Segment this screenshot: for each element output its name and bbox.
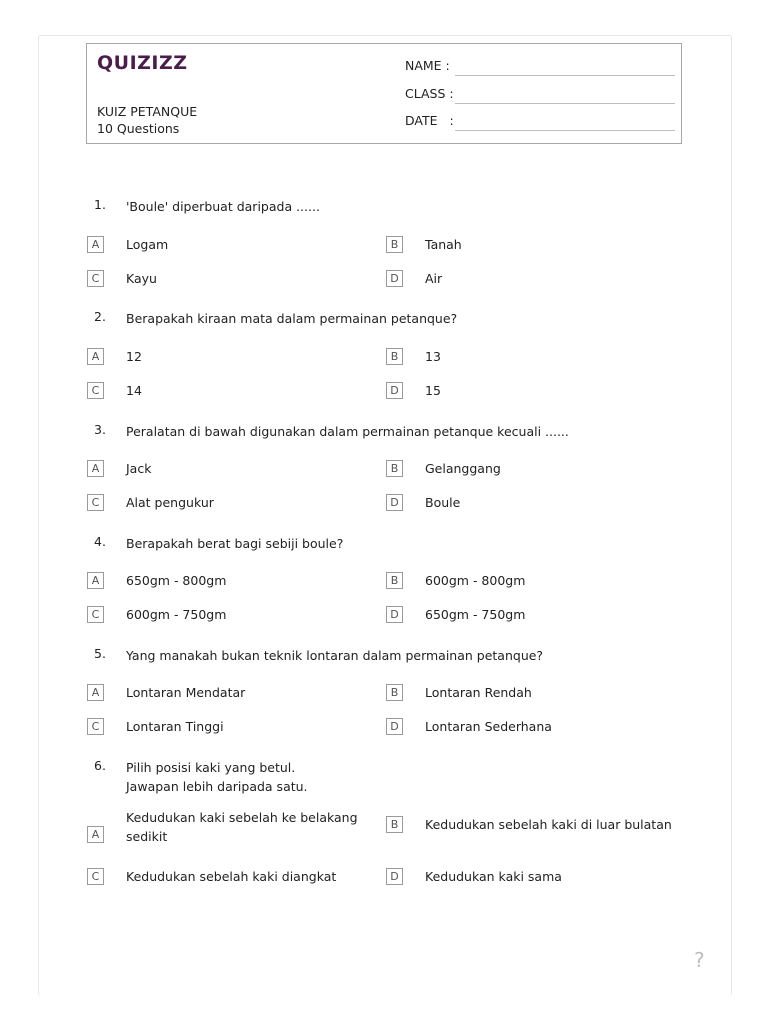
option-text-d — [425, 269, 685, 288]
option-text-line: Lontaran Mendatar — [126, 685, 246, 700]
option-text-b — [425, 815, 685, 834]
option-text-b — [425, 347, 685, 366]
option-text-line: Boule — [425, 495, 461, 510]
option-letter-c[interactable]: C — [87, 718, 104, 735]
question-text-line: 'Boule' diperbuat daripada ...... — [126, 199, 320, 214]
question-text-line: Yang manakah bukan teknik lontaran dalam permainan petanque? — [126, 648, 544, 663]
option-text-d — [425, 605, 685, 624]
option-letter-b[interactable]: B — [386, 236, 403, 253]
option-text-line: Kedudukan kaki sebelah ke belakang — [126, 810, 358, 825]
option-text-line: sedikit — [126, 829, 168, 844]
question-text — [126, 422, 686, 441]
option-text-d — [425, 381, 685, 400]
option-text-line: Kayu — [126, 271, 157, 286]
question-text — [126, 197, 686, 216]
option-text-b — [425, 235, 685, 254]
option-text-c — [126, 493, 376, 512]
option-text-d — [425, 717, 685, 736]
option-letter-d[interactable]: D — [386, 868, 403, 885]
class-field — [405, 86, 675, 104]
help-icon[interactable]: ? — [694, 948, 705, 972]
option-text-a — [126, 808, 376, 846]
option-text-line: 15 — [425, 383, 441, 398]
option-text-line: 13 — [425, 349, 441, 364]
option-text-line: 12 — [126, 349, 142, 364]
date-label: DATE : — [405, 113, 454, 128]
option-text-d — [425, 867, 685, 886]
worksheet-header — [86, 43, 682, 144]
option-letter-b[interactable]: B — [386, 816, 403, 833]
question-number: 1. — [94, 197, 106, 212]
option-letter-d[interactable]: D — [386, 270, 403, 287]
name-line — [455, 75, 675, 76]
option-letter-a[interactable]: A — [87, 348, 104, 365]
quiz-title: KUIZ PETANQUE — [97, 104, 198, 119]
question-number: 5. — [94, 646, 106, 661]
quizizz-logo: QUIZIZZ — [97, 52, 188, 74]
name-label: NAME : — [405, 58, 450, 73]
question-text — [126, 646, 686, 665]
option-letter-d[interactable]: D — [386, 606, 403, 623]
question-text — [126, 309, 686, 328]
option-letter-d[interactable]: D — [386, 718, 403, 735]
question-count: 10 Questions — [97, 121, 180, 136]
option-letter-a[interactable]: A — [87, 236, 104, 253]
name-field — [405, 58, 675, 76]
option-text-line: 650gm - 750gm — [425, 607, 526, 622]
question-text-line: Peralatan di bawah digunakan dalam permainan petanque kecuali ...... — [126, 424, 569, 439]
class-label: CLASS : — [405, 86, 454, 101]
option-text-a — [126, 347, 376, 366]
option-text-line: 600gm - 800gm — [425, 573, 526, 588]
option-text-line: Kedudukan sebelah kaki di luar bulatan — [425, 817, 672, 832]
option-text-c — [126, 381, 376, 400]
option-text-c — [126, 269, 376, 288]
option-text-a — [126, 571, 376, 590]
option-text-b — [425, 571, 685, 590]
option-text-line: Air — [425, 271, 443, 286]
option-letter-b[interactable]: B — [386, 684, 403, 701]
option-letter-c[interactable]: C — [87, 868, 104, 885]
option-letter-b[interactable]: B — [386, 348, 403, 365]
option-text-d — [425, 493, 685, 512]
question-number: 3. — [94, 422, 106, 437]
question-text-line: Jawapan lebih daripada satu. — [126, 779, 308, 794]
question-text — [126, 758, 686, 796]
option-letter-a[interactable]: A — [87, 684, 104, 701]
option-letter-c[interactable]: C — [87, 382, 104, 399]
option-text-line: Lontaran Rendah — [425, 685, 532, 700]
option-letter-c[interactable]: C — [87, 606, 104, 623]
date-field — [405, 113, 675, 131]
option-text-line: Alat pengukur — [126, 495, 214, 510]
option-letter-d[interactable]: D — [386, 382, 403, 399]
option-letter-c[interactable]: C — [87, 494, 104, 511]
option-text-a — [126, 235, 376, 254]
option-text-line: Jack — [126, 461, 152, 476]
option-text-line: 650gm - 800gm — [126, 573, 227, 588]
question-number: 2. — [94, 309, 106, 324]
option-letter-a[interactable]: A — [87, 826, 104, 843]
worksheet-page — [38, 35, 732, 996]
option-text-line: Logam — [126, 237, 169, 252]
question-text — [126, 534, 686, 553]
option-text-c — [126, 717, 376, 736]
option-letter-a[interactable]: A — [87, 572, 104, 589]
option-text-line: Lontaran Sederhana — [425, 719, 552, 734]
question-number: 6. — [94, 758, 106, 773]
option-text-line: Kedudukan sebelah kaki diangkat — [126, 869, 337, 884]
option-text-line: 14 — [126, 383, 142, 398]
class-line — [455, 103, 675, 104]
option-letter-b[interactable]: B — [386, 572, 403, 589]
option-text-a — [126, 683, 376, 702]
question-text-line: Berapakah kiraan mata dalam permainan petanque? — [126, 311, 458, 326]
option-text-line: Gelanggang — [425, 461, 501, 476]
question-text-line: Pilih posisi kaki yang betul. — [126, 760, 296, 775]
option-letter-d[interactable]: D — [386, 494, 403, 511]
option-letter-c[interactable]: C — [87, 270, 104, 287]
option-text-b — [425, 459, 685, 478]
date-line — [455, 130, 675, 131]
option-letter-a[interactable]: A — [87, 460, 104, 477]
option-letter-b[interactable]: B — [386, 460, 403, 477]
question-text-line: Berapakah berat bagi sebiji boule? — [126, 536, 344, 551]
option-text-b — [425, 683, 685, 702]
option-text-c — [126, 605, 376, 624]
option-text-a — [126, 459, 376, 478]
option-text-line: 600gm - 750gm — [126, 607, 227, 622]
option-text-line: Tanah — [425, 237, 462, 252]
question-number: 4. — [94, 534, 106, 549]
option-text-line: Lontaran Tinggi — [126, 719, 224, 734]
option-text-c — [126, 867, 376, 886]
option-text-line: Kedudukan kaki sama — [425, 869, 562, 884]
